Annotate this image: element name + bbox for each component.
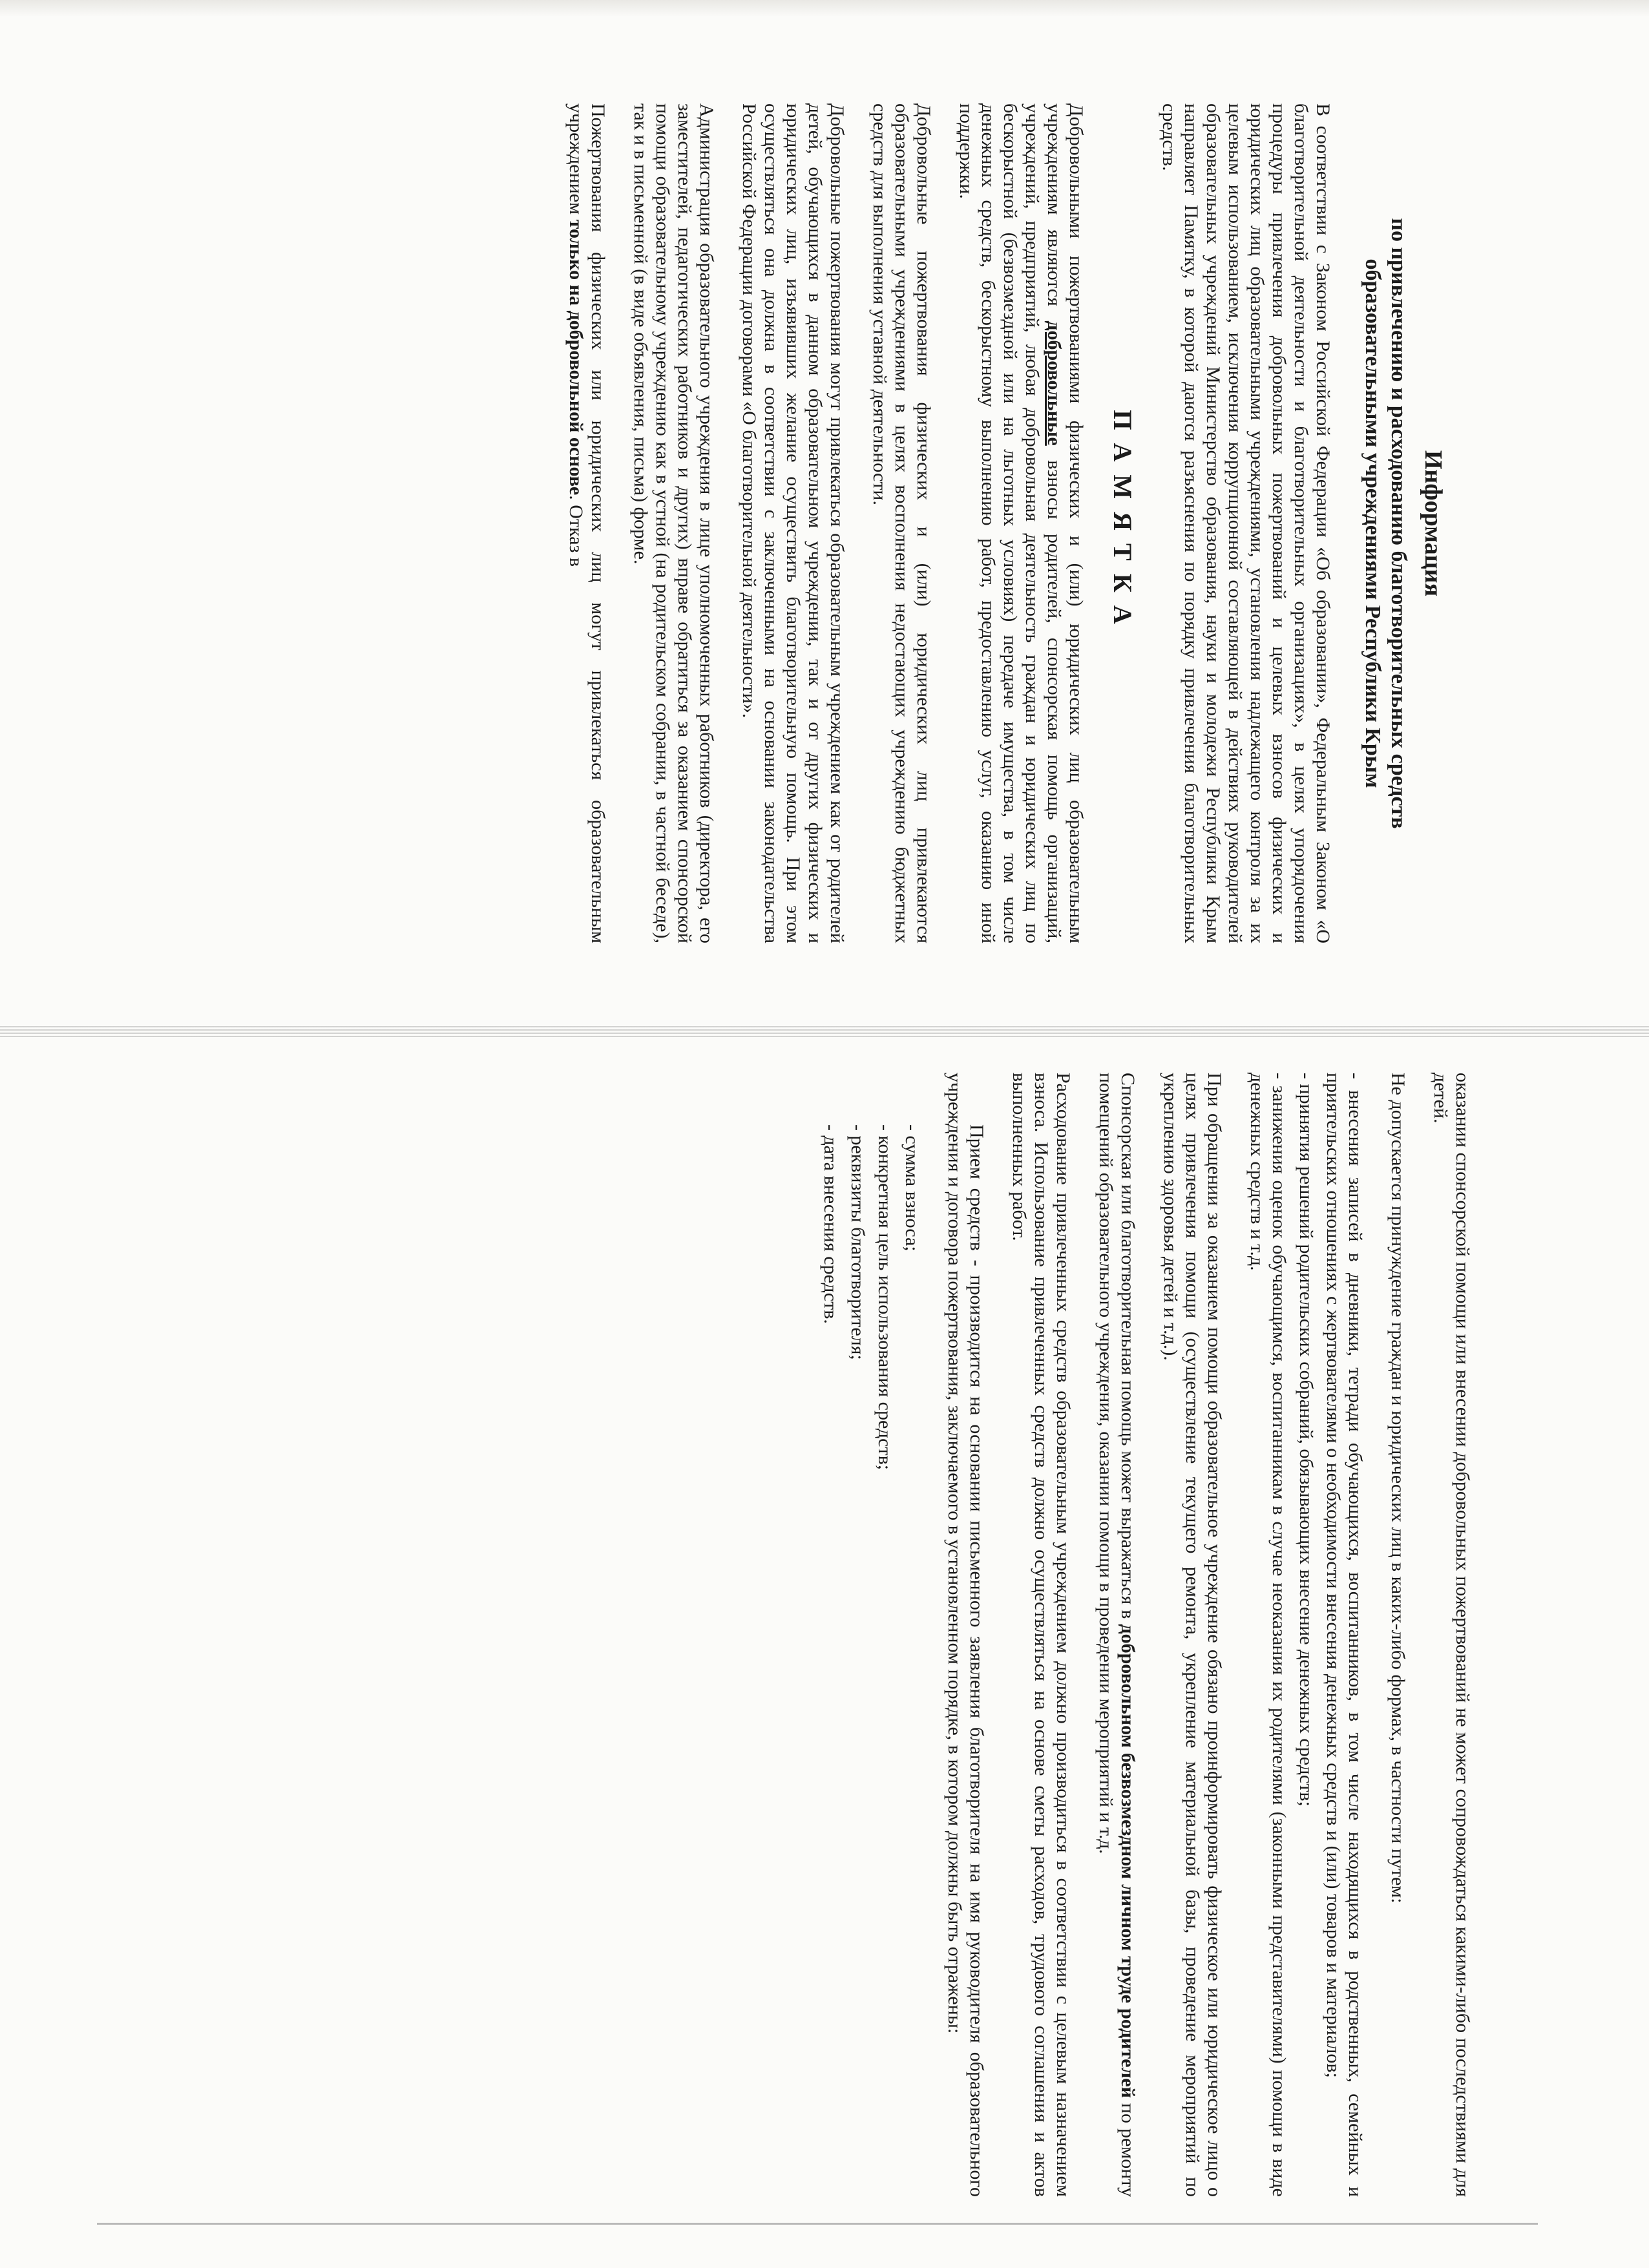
paragraph-definition: Добровольными пожертвованиями физических и (или) юридических лиц образовательным учреждениям являются добровольные взносы родителей, спонсорская помощь организаций, учреждений, предприятий, любая добровольная деятельность граждан и юридических лиц по бескорыстной (безвозмездной или на льготных условиях) передаче имущества, в том числе денежных средств, бескорыстному выполнению работ, предоставлению услуг, оказанию иной поддержки. xyxy=(956,103,1087,949)
document-subtitle: по привлечению и расходованию благотворительных средств образовательными учреждениями Республики Крым xyxy=(1361,218,1411,829)
scan-edge xyxy=(0,0,1649,17)
paragraph-sponsor-labor: Спонсорская или благотворительная помощь может выражаться в добровольном безвозмездном личном труде родителей по ремонту помещений образовательного учреждения, оказании помощи в проведении мероприятий и т.д. xyxy=(1095,1073,1139,2202)
paragraph-administration: Администрация образовательного учреждения в лице уполномоченных работников (директора, его заместителей, педагогических работников и других) вправе обратиться за оказанием спонсорской помощи образовательному учреждению как в устной (на родительском собрании, в частной беседе), так и в письменной (в виде объявления, письма) форме. xyxy=(630,103,717,949)
list-item: - внесения записей в дневники, тетради обучающихся, воспитанников, в том числе находящихся в родственных, семейных и приятельских отношениях с жертвователями о необходимости внесения денежных средств и (или) товаров и материалов; xyxy=(1323,1073,1366,2197)
emphasis-voluntary-basis: только на добровольной основе xyxy=(565,219,587,496)
list-item: - реквизиты благотворителя; xyxy=(847,1124,868,1360)
list-item: - сумма взноса; xyxy=(901,1124,923,1252)
memo-heading: ПАМЯТКА xyxy=(1108,410,1137,637)
emphasis-voluntary: добровольные xyxy=(1044,320,1065,446)
list-item: - конкретная цель использования средств; xyxy=(874,1124,896,1471)
paragraph-sources: Добровольные пожертвования могут привлекаться образовательным учреждением как от родителей детей, обучающихся в данном образовательном учреждении, так и от других физических и юридических лиц, изъявивших желание осуществить благотворительную помощь. При этом осуществляться она должна в соответствии с заключенными на основании законодательства Российской Федерации договорами «О благотворительной деятельности». xyxy=(739,103,848,949)
memo-panel-right xyxy=(142,1073,1473,2202)
list-item: - принятия решений родительских собраний, обязывающих внесение денежных средств; xyxy=(1296,1073,1317,1807)
paragraph-spending: Расходование привлеченных средств образовательным учреждением должно производиться в соответствии с целевым назначением взноса. Использование привлеченных средств должно осуществляться на основе сметы расходов, трудового соглашения и актов выполненных работ. xyxy=(1009,1073,1074,2202)
requisites-list xyxy=(819,1073,923,2197)
list-item: - дата внесения средств. xyxy=(820,1124,841,1324)
fold-line xyxy=(0,1026,1649,1039)
paragraph-inform: При обращении за оказанием помощи образовательное учреждение обязано проинформировать физическое или юридическое лицо о целях привлечения помощи (осуществление текущего ремонта, укрепление материальной базы, проведение мероприятий по укреплению здоровья детей и т.д.). xyxy=(1160,1073,1225,2202)
paragraph-purpose: Добровольные пожертвования физических и (или) юридических лиц привлекаются образовательными учреждениями в целях восполнения недостающих учреждению бюджетных средств для выполнения уставной деятельности. xyxy=(869,103,934,949)
continuation-paragraph: оказании спонсорской помощи или внесении добровольных пожертвований не может сопровождаться какими-либо последствиями для детей. xyxy=(1430,1073,1473,2202)
prohibition-intro: Не допускается принуждение граждан и юридических лиц в каких-либо формах, в частности путем: xyxy=(1387,1073,1409,1904)
paragraph-receipt: Прием средств - производится на основании письменного заявления благотворителя на имя руководителя образовательного учреждения и договора пожертвования, заключаемого в установленном порядке, в котором должны быть отражены: xyxy=(944,1073,987,2202)
document-title: Информация xyxy=(1420,450,1447,597)
bottom-rule xyxy=(97,2223,1538,2225)
paragraph-voluntary-basis: Пожертвования физических или юридических лиц могут привлекаться образовательным учреждением только на добровольной основе. Отказ в xyxy=(565,103,609,949)
prohibition-list xyxy=(1246,1073,1366,2197)
memo-panel-left xyxy=(155,103,1447,949)
list-item: - занижения оценок обучающимся, воспитанникам в случае неоказания их родителями (законными представителями) помощи в виде денежных средств и т.д. xyxy=(1246,1073,1290,2197)
intro-paragraph: В соответствии с Законом Российской Федерации «Об образовании», Федеральным Законом «О благотворительной деятельности и благотворительных организациях», в целях упорядочения процедуры привлечения добровольных пожертвований и целевых взносов физических и юридических лиц образовательными учреждениями, установления надлежащего контроля за их целевым использованием, исключения коррупционной составляющей в действиях руководителей образовательных учреждений Министерство образования, науки и молодежи Республики Крым направляет Памятку, в которой даются разъяснения по порядку привлечения благотворительных средств. xyxy=(1159,103,1334,949)
emphasis-personal-labor: добровольном безвозмездном личном труде родителей xyxy=(1117,1624,1139,2098)
